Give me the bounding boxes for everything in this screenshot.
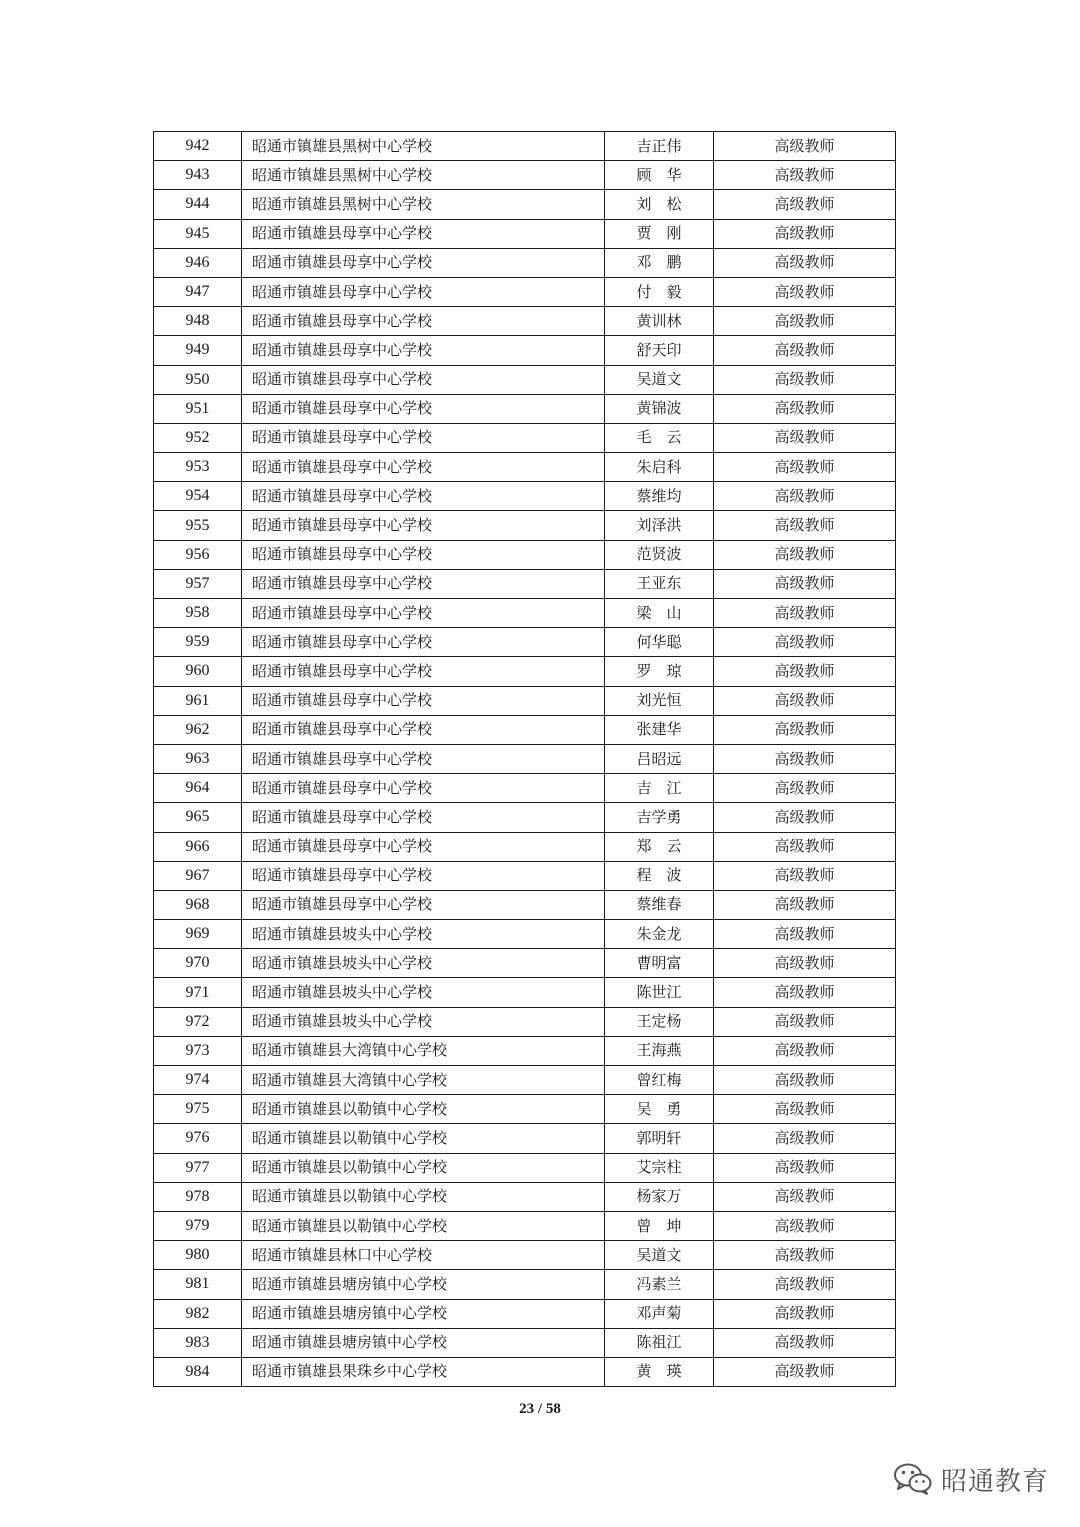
table-row [154, 861, 896, 890]
school-name: 昭通市镇雄县母享中心学校 [242, 423, 605, 452]
teacher-title: 高级教师 [714, 482, 896, 511]
teacher-name: 王亚东 [605, 569, 714, 598]
teacher-name: 贾 刚 [605, 219, 714, 248]
row-number: 963 [154, 744, 242, 773]
school-name: 昭通市镇雄县母享中心学校 [242, 569, 605, 598]
teacher-title: 高级教师 [714, 774, 896, 803]
teacher-title: 高级教师 [714, 1357, 896, 1386]
table-row [154, 365, 896, 394]
teacher-name: 张建华 [605, 715, 714, 744]
table-row [154, 803, 896, 832]
teacher-name: 罗 琼 [605, 657, 714, 686]
table-row [154, 248, 896, 277]
school-name: 昭通市镇雄县母享中心学校 [242, 890, 605, 919]
table-row [154, 774, 896, 803]
teacher-name: 蔡维均 [605, 482, 714, 511]
teacher-title: 高级教师 [714, 336, 896, 365]
table-row [154, 890, 896, 919]
teacher-name: 吴 勇 [605, 1095, 714, 1124]
table-row [154, 978, 896, 1007]
table-row [154, 453, 896, 482]
row-number: 970 [154, 949, 242, 978]
school-name: 昭通市镇雄县塘房镇中心学校 [242, 1299, 605, 1328]
table-row [154, 307, 896, 336]
teacher-name: 顾 华 [605, 161, 714, 190]
row-number: 971 [154, 978, 242, 1007]
school-name: 昭通市镇雄县塘房镇中心学校 [242, 1270, 605, 1299]
teacher-name: 陈祖江 [605, 1328, 714, 1357]
teacher-title: 高级教师 [714, 511, 896, 540]
table-row [154, 744, 896, 773]
row-number: 975 [154, 1095, 242, 1124]
row-number: 957 [154, 569, 242, 598]
teacher-title: 高级教师 [714, 161, 896, 190]
row-number: 980 [154, 1241, 242, 1270]
table-row [154, 1153, 896, 1182]
teacher-name: 朱启科 [605, 453, 714, 482]
row-number: 942 [154, 132, 242, 161]
teacher-name: 吉 江 [605, 774, 714, 803]
teacher-title: 高级教师 [714, 190, 896, 219]
school-name: 昭通市镇雄县母享中心学校 [242, 774, 605, 803]
teacher-name: 黄锦波 [605, 394, 714, 423]
teacher-title: 高级教师 [714, 686, 896, 715]
school-name: 昭通市镇雄县母享中心学校 [242, 511, 605, 540]
teacher-title: 高级教师 [714, 1124, 896, 1153]
school-name: 昭通市镇雄县黑树中心学校 [242, 190, 605, 219]
school-name: 昭通市镇雄县黑树中心学校 [242, 132, 605, 161]
school-name: 昭通市镇雄县母享中心学校 [242, 744, 605, 773]
school-name: 昭通市镇雄县母享中心学校 [242, 307, 605, 336]
teacher-title: 高级教师 [714, 219, 896, 248]
school-name: 昭通市镇雄县母享中心学校 [242, 715, 605, 744]
row-number: 946 [154, 248, 242, 277]
table-row [154, 1299, 896, 1328]
teacher-name: 刘 松 [605, 190, 714, 219]
teacher-name: 黄训林 [605, 307, 714, 336]
watermark-label: 昭通教育 [941, 1466, 1050, 1497]
teacher-title: 高级教师 [714, 394, 896, 423]
teacher-name: 梁 山 [605, 599, 714, 628]
school-name: 昭通市镇雄县黑树中心学校 [242, 161, 605, 190]
table-row [154, 1211, 896, 1240]
table-row [154, 540, 896, 569]
teacher-title: 高级教师 [714, 803, 896, 832]
school-name: 昭通市镇雄县母享中心学校 [242, 803, 605, 832]
row-number: 967 [154, 861, 242, 890]
table-row [154, 394, 896, 423]
row-number: 950 [154, 365, 242, 394]
row-number: 982 [154, 1299, 242, 1328]
teacher-title: 高级教师 [714, 715, 896, 744]
teacher-title: 高级教师 [714, 1299, 896, 1328]
teacher-title: 高级教师 [714, 657, 896, 686]
teacher-name: 邓声菊 [605, 1299, 714, 1328]
teacher-title: 高级教师 [714, 920, 896, 949]
row-number: 961 [154, 686, 242, 715]
teacher-name: 吉正伟 [605, 132, 714, 161]
teacher-title: 高级教师 [714, 890, 896, 919]
table-row [154, 219, 896, 248]
row-number: 947 [154, 277, 242, 306]
school-name: 昭通市镇雄县母享中心学校 [242, 686, 605, 715]
teacher-title: 高级教师 [714, 599, 896, 628]
school-name: 昭通市镇雄县母享中心学校 [242, 861, 605, 890]
teacher-list-table [153, 131, 896, 1387]
teacher-name: 曹明富 [605, 949, 714, 978]
table-row [154, 832, 896, 861]
teacher-name: 吕昭远 [605, 744, 714, 773]
table-row [154, 657, 896, 686]
table-row [154, 190, 896, 219]
table-row [154, 715, 896, 744]
table-row [154, 1182, 896, 1211]
table-row [154, 482, 896, 511]
teacher-name: 刘泽洪 [605, 511, 714, 540]
teacher-title: 高级教师 [714, 569, 896, 598]
table-row [154, 1124, 896, 1153]
table-row [154, 569, 896, 598]
school-name: 昭通市镇雄县母享中心学校 [242, 453, 605, 482]
teacher-name: 曾 坤 [605, 1211, 714, 1240]
teacher-name: 何华聪 [605, 628, 714, 657]
school-name: 昭通市镇雄县以勒镇中心学校 [242, 1182, 605, 1211]
row-number: 979 [154, 1211, 242, 1240]
row-number: 973 [154, 1036, 242, 1065]
row-number: 943 [154, 161, 242, 190]
school-name: 昭通市镇雄县母享中心学校 [242, 540, 605, 569]
table-row [154, 1270, 896, 1299]
table-row [154, 1095, 896, 1124]
row-number: 952 [154, 423, 242, 452]
teacher-title: 高级教师 [714, 1095, 896, 1124]
row-number: 964 [154, 774, 242, 803]
teacher-name: 吴道文 [605, 1241, 714, 1270]
teacher-name: 付 毅 [605, 277, 714, 306]
school-name: 昭通市镇雄县母享中心学校 [242, 394, 605, 423]
table-row [154, 1036, 896, 1065]
row-number: 969 [154, 920, 242, 949]
teacher-title: 高级教师 [714, 1153, 896, 1182]
table-row [154, 511, 896, 540]
row-number: 972 [154, 1007, 242, 1036]
school-name: 昭通市镇雄县塘房镇中心学校 [242, 1328, 605, 1357]
teacher-title: 高级教师 [714, 949, 896, 978]
teacher-name: 吴道文 [605, 365, 714, 394]
school-name: 昭通市镇雄县母享中心学校 [242, 336, 605, 365]
school-name: 昭通市镇雄县母享中心学校 [242, 657, 605, 686]
row-number: 981 [154, 1270, 242, 1299]
school-name: 昭通市镇雄县母享中心学校 [242, 482, 605, 511]
school-name: 昭通市镇雄县坡头中心学校 [242, 920, 605, 949]
school-name: 昭通市镇雄县母享中心学校 [242, 832, 605, 861]
row-number: 959 [154, 628, 242, 657]
table-row [154, 686, 896, 715]
teacher-name: 王定杨 [605, 1007, 714, 1036]
teacher-name: 刘光恒 [605, 686, 714, 715]
school-name: 昭通市镇雄县母享中心学校 [242, 219, 605, 248]
teacher-title: 高级教师 [714, 365, 896, 394]
school-name: 昭通市镇雄县以勒镇中心学校 [242, 1095, 605, 1124]
teacher-name: 郭明轩 [605, 1124, 714, 1153]
school-name: 昭通市镇雄县大湾镇中心学校 [242, 1036, 605, 1065]
row-number: 960 [154, 657, 242, 686]
row-number: 976 [154, 1124, 242, 1153]
teacher-title: 高级教师 [714, 1328, 896, 1357]
school-name: 昭通市镇雄县果珠乡中心学校 [242, 1357, 605, 1386]
school-name: 昭通市镇雄县母享中心学校 [242, 365, 605, 394]
row-number: 958 [154, 599, 242, 628]
school-name: 昭通市镇雄县以勒镇中心学校 [242, 1153, 605, 1182]
teacher-name: 杨家万 [605, 1182, 714, 1211]
teacher-title: 高级教师 [714, 132, 896, 161]
school-name: 昭通市镇雄县大湾镇中心学校 [242, 1066, 605, 1095]
row-number: 966 [154, 832, 242, 861]
teacher-name: 舒天印 [605, 336, 714, 365]
table-row [154, 1007, 896, 1036]
teacher-title: 高级教师 [714, 248, 896, 277]
row-number: 984 [154, 1357, 242, 1386]
teacher-title: 高级教师 [714, 453, 896, 482]
row-number: 948 [154, 307, 242, 336]
teacher-title: 高级教师 [714, 1066, 896, 1095]
row-number: 978 [154, 1182, 242, 1211]
row-number: 954 [154, 482, 242, 511]
table-row [154, 1066, 896, 1095]
teacher-title: 高级教师 [714, 978, 896, 1007]
table-row [154, 132, 896, 161]
table-row [154, 336, 896, 365]
teacher-title: 高级教师 [714, 1036, 896, 1065]
teacher-title: 高级教师 [714, 744, 896, 773]
row-number: 974 [154, 1066, 242, 1095]
school-name: 昭通市镇雄县以勒镇中心学校 [242, 1124, 605, 1153]
teacher-title: 高级教师 [714, 540, 896, 569]
teacher-name: 邓 鹏 [605, 248, 714, 277]
school-name: 昭通市镇雄县母享中心学校 [242, 628, 605, 657]
table-row [154, 599, 896, 628]
page-number: 23 / 58 [519, 1401, 561, 1417]
teacher-name: 黄 瑛 [605, 1357, 714, 1386]
teacher-name: 艾宗柱 [605, 1153, 714, 1182]
table-row [154, 161, 896, 190]
school-name: 昭通市镇雄县母享中心学校 [242, 248, 605, 277]
teacher-title: 高级教师 [714, 628, 896, 657]
row-number: 965 [154, 803, 242, 832]
teacher-title: 高级教师 [714, 1007, 896, 1036]
teacher-name: 毛 云 [605, 423, 714, 452]
row-number: 977 [154, 1153, 242, 1182]
teacher-name: 朱金龙 [605, 920, 714, 949]
teacher-name: 程 波 [605, 861, 714, 890]
table-row [154, 423, 896, 452]
teacher-title: 高级教师 [714, 277, 896, 306]
wechat-icon [893, 1462, 933, 1496]
school-name: 昭通市镇雄县坡头中心学校 [242, 949, 605, 978]
row-number: 953 [154, 453, 242, 482]
table-row [154, 920, 896, 949]
table-row [154, 1241, 896, 1270]
teacher-title: 高级教师 [714, 423, 896, 452]
table-body [154, 132, 896, 1387]
school-name: 昭通市镇雄县坡头中心学校 [242, 978, 605, 1007]
teacher-title: 高级教师 [714, 1270, 896, 1299]
row-number: 968 [154, 890, 242, 919]
school-name: 昭通市镇雄县以勒镇中心学校 [242, 1211, 605, 1240]
row-number: 955 [154, 511, 242, 540]
teacher-name: 王海燕 [605, 1036, 714, 1065]
school-name: 昭通市镇雄县母享中心学校 [242, 277, 605, 306]
teacher-name: 蔡维春 [605, 890, 714, 919]
teacher-name: 冯素兰 [605, 1270, 714, 1299]
row-number: 944 [154, 190, 242, 219]
school-name: 昭通市镇雄县母享中心学校 [242, 599, 605, 628]
table-row [154, 1328, 896, 1357]
row-number: 949 [154, 336, 242, 365]
watermark [893, 1459, 1049, 1499]
row-number: 962 [154, 715, 242, 744]
row-number: 956 [154, 540, 242, 569]
table-row [154, 277, 896, 306]
teacher-title: 高级教师 [714, 832, 896, 861]
teacher-name: 陈世江 [605, 978, 714, 1007]
teacher-title: 高级教师 [714, 1211, 896, 1240]
teacher-name: 范贤波 [605, 540, 714, 569]
teacher-name: 郑 云 [605, 832, 714, 861]
row-number: 945 [154, 219, 242, 248]
table-row [154, 1357, 896, 1386]
school-name: 昭通市镇雄县林口中心学校 [242, 1241, 605, 1270]
row-number: 951 [154, 394, 242, 423]
teacher-name: 吉学勇 [605, 803, 714, 832]
school-name: 昭通市镇雄县坡头中心学校 [242, 1007, 605, 1036]
teacher-title: 高级教师 [714, 1241, 896, 1270]
teacher-name: 曾红梅 [605, 1066, 714, 1095]
row-number: 983 [154, 1328, 242, 1357]
table-row [154, 628, 896, 657]
teacher-title: 高级教师 [714, 1182, 896, 1211]
teacher-title: 高级教师 [714, 307, 896, 336]
table-row [154, 949, 896, 978]
teacher-title: 高级教师 [714, 861, 896, 890]
